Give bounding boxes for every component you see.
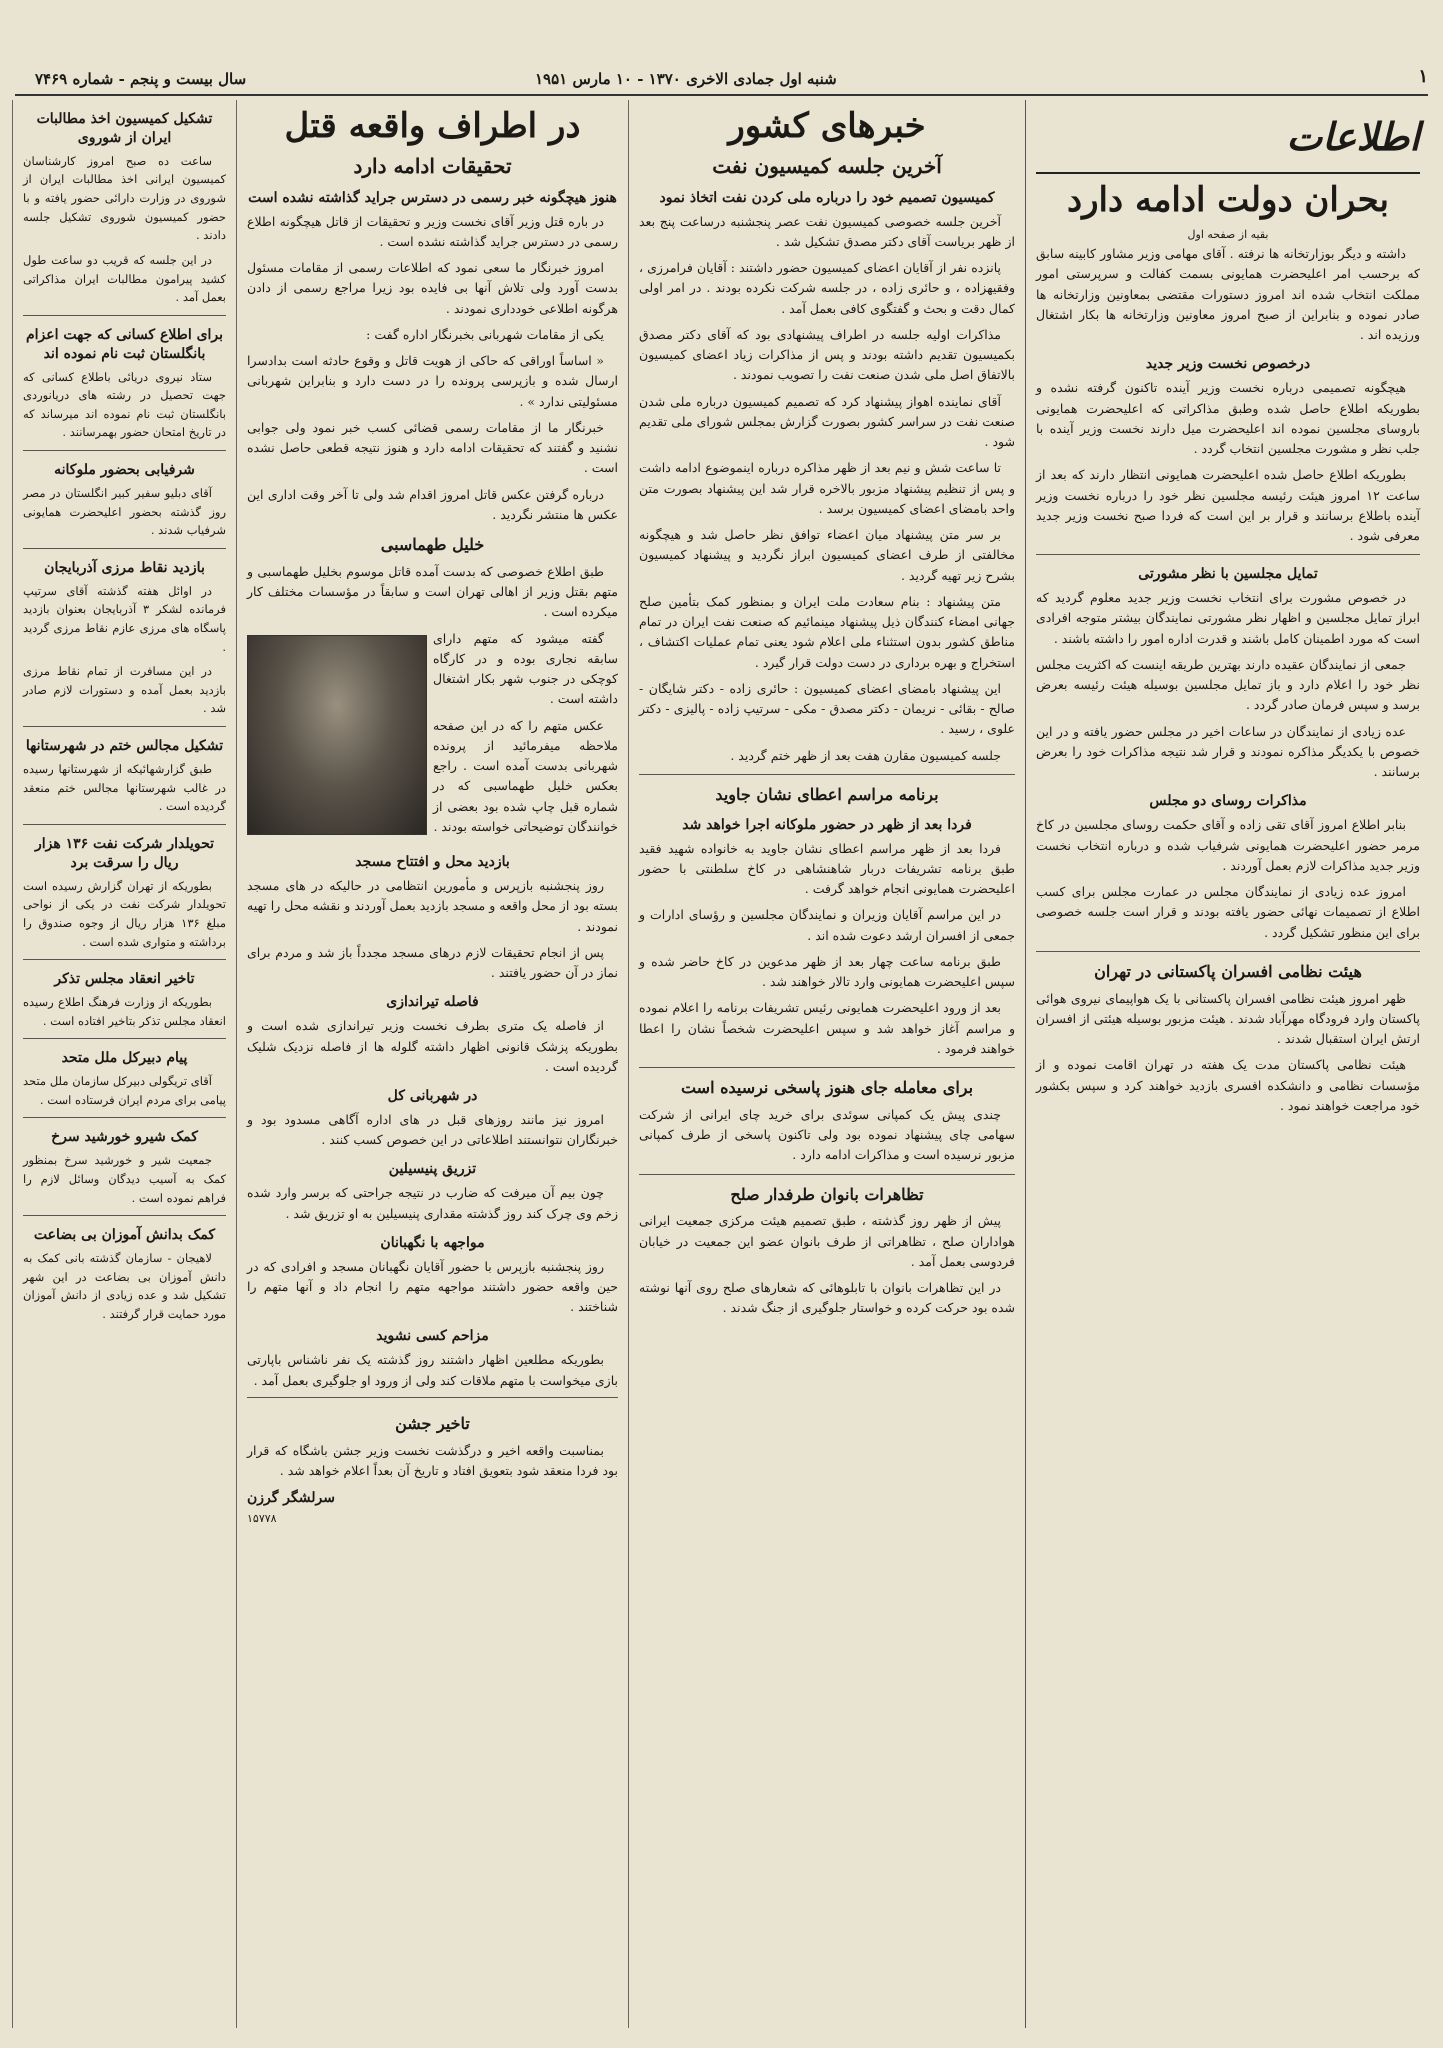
paragraph: ساعت ده صبح امروز کارشناسان کمیسیون ایرانی اخذ مطالبات ایران از شوروی در وزارت دارائی حضور یافته و با حضور کمیسیون شوروی تشکیل جلسه دادند .	[23, 153, 226, 243]
page-number: ۱	[1418, 66, 1428, 87]
paragraph: عده زیادی از نمایندگان در ساعات اخیر در مجلس حضور یافته و در این خصوص با یکدیگر مذاکره نمودند و قرار شد نتیجه مذاکرات خود را بعرض برسانند .	[1036, 723, 1420, 780]
paragraph: آخرین جلسه خصوصی کمیسیون نفت عصر پنجشنبه درساعت پنج بعد از ظهر بریاست آقای دکتر مصدق تشکیل شد .	[639, 213, 1015, 249]
subheading: مزاحم کسی نشوید	[376, 1328, 489, 1345]
subheading: مذاکرات روسای دو مجلس	[1149, 793, 1307, 810]
paragraph: تا ساعت شش و نیم بعد از ظهر مذاکره درباره اینموضوع ادامه داشت و پس از تنظیم پیشنهاد مزبور بالاخره قرار شد این پیشنهاد بصورت متن واحد بامضای اعضای کمیسیون برسد .	[639, 460, 1015, 516]
reference-number: ۱۵۷۷۸	[247, 1511, 277, 1525]
paragraph: روز پنجشنبه بازپرس با حضور آقایان نگهبانان مسجد و افرادی که در حین واقعه حضور داشتند مواجهه متهم را انجام داد و آنها متهم را شناختند .	[247, 1258, 618, 1315]
subhead-oil-commission: آخرین جلسه کمیسیون نفت	[712, 153, 942, 178]
divider	[639, 774, 1015, 775]
paragraph: بطوریکه از تهران گزارش رسیده است تحویلدار شرکت نفت در یکی از نواحی مبلغ ۱۳۶ هزار ریال از وجوه صندوق را برداشته و متواری شده است .	[23, 878, 226, 949]
suspect-photo	[247, 635, 427, 835]
paragraph: بر سر متن پیشنهاد میان اعضاء توافق نظر حاصل شد و هیچگونه مخالفتی از طرف اعضای کمیسیون ابراز نگردید و پیشنهاد کمیسیون بشرح زیر تهیه گردید .	[639, 527, 1015, 583]
brief-heading: کمک شیرو خورشید سرخ	[51, 1129, 198, 1146]
brief-heading: تحویلدار شرکت نفت ۱۳۶ هزار ریال را سرقت برد	[34, 835, 215, 871]
headline-assassination: در اطراف واقعه قتل	[284, 106, 581, 146]
brief-heading: پیام دبیرکل ملل متحد	[61, 1050, 188, 1067]
paragraph: درباره گرفتن عکس قاتل امروز اقدام شد ولی تا آخر وقت اداری این عکس ها منتشر نگردید .	[247, 486, 618, 522]
paragraph: امروز نیز مانند روزهای قبل در های اداره آگاهی مسدود بود و خبرنگاران نتوانستند اطلاعاتی در این خصوص کسب کنند .	[247, 1111, 618, 1148]
paragraph: در این مراسم آقایان وزیران و نمایندگان مجلسین و رؤسای ادارات و جمعی از افسران ارشد دعوت شده اند .	[639, 907, 1015, 943]
paragraph: جلسه کمیسیون مقارن هفت بعد از ظهر ختم گردید .	[730, 747, 1001, 763]
lead-line: فردا بعد از ظهر در حضور ملوکانه اجرا خواهد شد	[682, 816, 972, 833]
paragraph: هیچگونه تصمیمی درباره نخست وزیر آینده تاکنون گرفته نشده و بطوریکه اطلاع حاصل شده وطبق مذاکراتی که اعلیحضرت همایونی باروسای مجلسین نموده اند اعلیحضرت میل دارند نخست وزیر آینده با جلب نظر و مشورت مجلسین انتخاب گردد .	[1036, 380, 1420, 457]
column-assassination	[236, 100, 628, 2028]
divider	[23, 1038, 226, 1039]
paragraph: فردا بعد از ظهر مراسم اعطای نشان جاوید به خانواده شهید فقید طبق برنامه تشریفات دربار شاهنشاهی در کاخ سلطنتی با حضور اعلیحضرت همایونی انجام خواهد گرفت .	[639, 840, 1015, 897]
paragraph: متن پیشنهاد : بنام سعادت ملت ایران و بمنظور کمک بتأمین صلح جهانی امضاء کنندگان ذیل پیشنهاد مینمائیم که صنعت نفت ایران در تمام مناطق کشور بدون استثناء ملی اعلام شود یعنی تمام عملیات اکتشاف ، استخراج و بهره برداری در دست دولت قرار گیرد .	[639, 593, 1015, 670]
brief-heading: برای اطلاع کسانی که جهت اعزام بانگلستان ثبت نام نموده اند	[25, 326, 224, 362]
paragraph: گفته میشود که متهم دارای سابقه نجاری بوده و در کارگاه کوچکی در جنوب شهر بکار اشتغال داشته است .	[433, 630, 618, 707]
date-line: شنبه اول جمادی الاخری ۱۳۷۰ - ۱۰ مارس ۱۹۵۱	[535, 70, 837, 88]
headline-ceremony: برنامه مراسم اعطای نشان جاوید	[715, 784, 939, 804]
brief-heading: بازدید نقاط مرزی آذربایجان	[44, 559, 205, 576]
paragraph: در این تظاهرات بانوان با تابلوهائی که شعارهای صلح روی آنها نوشته شده بود حرکت کرده و خواستار جلوگیری از جنگ شدند .	[639, 1280, 1015, 1316]
paragraph: جمعی از نمایندگان عقیده دارند بهترین طریقه اینست که اکثریت مجلس نظر خود را اعلام دارد و باز تمایل مجلسین بوسیله هیئت رئیسه بعرض برسد و سپس فرمان صادر گردد .	[1036, 656, 1420, 713]
brief-heading: تاخیر انعقاد مجلس تذکر	[54, 971, 195, 988]
brief-heading: کمک بدانش آموزان بی بضاعت	[33, 1227, 216, 1244]
paragraph: بنابر اطلاع امروز آقای تقی زاده و آقای حکمت روسای مجلسین در کاخ مرمر حضور اعلیحضرت همایونی شرفیاب شده و درباره انتخاب نخست وزیر جدید مذاکرات لازم بعمل آوردند .	[1036, 817, 1420, 873]
divider	[23, 726, 226, 727]
paragraph: چندی پیش یک کمپانی سوئدی برای خرید چای ایرانی از شرکت سهامی چای پیشنهاد نموده بود ولی تاکنون پاسخی از طرف کمپانی مزبور نرسیده است و مذاکرات ادامه دارد .	[639, 1106, 1015, 1163]
notice-box	[247, 1397, 618, 1528]
headline-tea-deal: برای معامله جای هنوز پاسخی نرسیده است	[680, 1078, 974, 1098]
masthead	[15, 60, 1428, 96]
paper-name: اطلاعات	[1036, 100, 1420, 174]
divider	[639, 1067, 1015, 1068]
divider	[639, 1174, 1015, 1175]
paragraph: جمعیت شیر و خورشید سرخ بمنظور کمک به آسیب دیدگان وسائل لازم را فراهم نموده است .	[23, 1153, 226, 1205]
paragraph: آقای نماینده اهواز پیشنهاد کرد که تصمیم کمیسیون درباره ملی شدن صنعت نفت در سراسر کشور بصورت گزارش بمجلس شورای ملی تقدیم شود .	[639, 393, 1015, 450]
paragraph: روز پنجشنبه بازپرس و مأمورین انتظامی در حالیکه در های مسجد بسته بود از محل واقعه و مسجد بازدید بعمل آوردند و نقشه محل را تهیه نمودند .	[247, 878, 618, 934]
divider	[23, 959, 226, 960]
paragraph: در خصوص مشورت برای انتخاب نخست وزیر جدید معلوم گردید که ابراز تمایل مجلسین و اظهار نظر مشورتی نمایندگان بیشتر متوجه افرادی است که مورد اطمینان کامل باشند و قدرت اداره امور را داشته باشند .	[1036, 590, 1420, 646]
subheading: مواجهه با نگهبانان	[380, 1234, 485, 1251]
divider	[23, 1215, 226, 1216]
divider	[23, 450, 226, 451]
divider	[1036, 554, 1420, 555]
lead-line: هنوز هیچگونه خبر رسمی در دسترس جراید گذاشته نشده است	[248, 189, 617, 206]
paragraph: خبرنگار ما از مقامات رسمی قضائی کسب خبر نمود ولی جوابی نشنید و گفتند که تحقیقات ادامه دارد و هنوز نتیجه قطعی حاصل نشده است .	[247, 419, 618, 476]
paragraph: یکی از مقامات شهربانی بخبرنگار اداره گفت :	[366, 326, 604, 342]
paragraph: مذاکرات اولیه جلسه در اطراف پیشنهادی بود که آقای دکتر مصدق بکمیسیون تقدیم داشته بودند و پس از مذاکرات زیاد اعضای کمیسیون بالاتفاق اصل ملی شدن صنعت نفت را تصویب نمودند .	[639, 326, 1015, 383]
divider	[23, 1117, 226, 1118]
paragraph: ستاد نیروی دریائی باطلاع کسانی که جهت تحصیل در رشته های دریانوردی بانگلستان ثبت نام نموده اند میرساند که در تاریخ امتحان حضور بهمرسانند .	[23, 369, 226, 440]
paragraph: طبق برنامه ساعت چهار بعد از ظهر مدعوین در کاخ حاضر شده و سپس اعلیحضرت همایونی وارد تالار خواهند شد .	[639, 953, 1015, 990]
paragraph: آقای تریگولی دبیرکل سازمان ملل متحد پیامی برای مردم ایران فرستاده است .	[23, 1074, 226, 1107]
paragraph: طبق گزارشهائیکه از شهرستانها رسیده در غالب شهرستانها مجالس ختم منعقد گردیده است .	[23, 761, 226, 814]
paragraph: در این جلسه که قریب دو ساعت طول کشید پیرامون مطالبات ایران مذاکراتی بعمل آمد .	[23, 252, 226, 305]
paragraph: بمناسبت واقعه اخیر و درگذشت نخست وزیر جشن باشگاه که قرار بود فردا منعقد شود بتعویق افتاد و تاریخ آن بعداً اعلام خواهد شد .	[247, 1442, 618, 1478]
divider	[23, 824, 226, 825]
divider	[23, 315, 226, 316]
paragraph: « اساساً اوراقی که حاکی از هویت قاتل و وقوع حادثه است بدادسرا ارسال شده و بازپرسی پرونده را در دست دارد و بنابراین شهربانی مسئولیتی ندارد » .	[247, 353, 618, 409]
paragraph: در اوائل هفته گذشته آقای سرتیپ فرمانده لشکر ۳ آذربایجان بعنوان بازدید پاسگاه های مرزی عازم نقاط مرزی گردید .	[23, 583, 227, 654]
paragraph: پانزده نفر از آقایان اعضای کمیسیون حضور داشتند : آقایان فرامرزی ، وفقیهزاده ، و حائری زاده ، در جلسه شرکت نکرده بودند . در امر اولی کمال دقت و بحث و گفتگوی کافی بعمل آمد .	[639, 260, 1015, 316]
paragraph: داشته و دیگر بوزارتخانه ها نرفته . آقای مهامی وزیر مشاور کابینه سابق که برحسب امر اعلیحضرت همایونی بسمت کفالت و سرپرستی امور مملکت انتخاب شده اند امروز دستورات مقتضی بمعاونین وزارتخانه ها صادر نموده و بنابراین از صبح امروز معاونین وزارتخانه ها بکار اشتغال ورزیده اند .	[1036, 246, 1420, 343]
subheading-khalil: خلیل طهماسبی	[380, 535, 485, 555]
paragraph: از فاصله یک متری بطرف نخست وزیر تیراندازی شده است و بطوریکه پزشک قانونی اظهار داشته گلوله ها از فاصله نزدیک شلیک گردیده است .	[247, 1018, 618, 1074]
paragraph: در این مسافرت از تمام نقاط مرزی بازدید بعمل آمده و دستورات لازم صادر شد .	[23, 664, 226, 716]
paragraph: بعد از ورود اعلیحضرت همایونی رئیس تشریفات برنامه را اعلام نموده و مراسم آغاز خواهد شد و سپس اعلیحضرت شخصاً نشان را اعطا خواهند فرمود .	[639, 1000, 1015, 1056]
paragraph: پیش از ظهر روز گذشته ، طبق تصمیم هیئت مرکزی جمعیت ایرانی هواداران صلح ، تظاهراتی از طرف بانوان عضو این جمعیت در خیابان فردوسی بعمل آمد .	[639, 1213, 1015, 1269]
subheading: بازدید محل و افتتاح مسجد	[355, 854, 510, 871]
headline-celebration: تاخیر جشن	[395, 1413, 470, 1433]
headline-country-news: خبرهای کشور	[728, 106, 926, 146]
paragraph: در باره قتل وزیر آقای نخست وزیر و تحقیقات از قاتل هیچگونه اطلاع رسمی در دسترس جراید گذاشته نشده است .	[247, 213, 618, 249]
paragraph: چون بیم آن میرفت که ضارب در نتیجه جراحتی که برسر وارد شده زخم وی چرک کند روز گذشته مقداری پنیسیلین به او تزریق شد .	[247, 1185, 618, 1221]
subheading: درخصوص نخست وزیر جدید	[1145, 356, 1311, 373]
subheading: در شهربانی کل	[387, 1088, 478, 1105]
paragraph: هیئت نظامی پاکستان مدت یک هفته در تهران اقامت نموده و از مؤسسات نظامی و دانشکده افسری بازدید خواهند کرد و سپس بکشور خود مراجعت خواهند نمود .	[1036, 1057, 1420, 1113]
brief-heading: تشکیل کمیسیون اخذ مطالبات ایران از شوروی	[36, 111, 213, 146]
paragraph: پس از انجام تحقیقات لازم درهای مسجد مجدداً باز شد و مردم برای نماز در آن حضور یافتند .	[247, 944, 618, 981]
subheading: تمایل مجلسین با نظر مشورتی	[1138, 566, 1318, 583]
paragraph: لاهیجان - سازمان گذشته بانی کمک به دانش آموزان بی بضاعت در این شهر تشکیل شد و عده زیادی از دانش آموزان مورد حمایت قرار گرفتند .	[23, 1251, 226, 1321]
headline-crisis: بحران دولت ادامه دارد	[1066, 179, 1390, 220]
paragraph: طبق اطلاع خصوصی که بدست آمده قاتل موسوم بخلیل طهماسبی و متهم بقتل وزیر از اهالی تهران است و سابقاً در مؤسسات مختلف کار میکرده است .	[247, 563, 618, 620]
subheading: تزریق پنیسیلین	[388, 1161, 477, 1178]
paragraph: بطوریکه از وزارت فرهنگ اطلاع رسیده انعقاد مجلس تذکر بتاخیر افتاده است .	[23, 995, 226, 1028]
paragraph: امروز عده زیادی از نمایندگان مجلس در عمارت مجلس برای کسب اطلاع از تصمیمات نهائی حضور یافته بودند و قرار است جلسه خصوصی برای این منظور تشکیل گردد .	[1036, 884, 1420, 940]
signature: سرلشگر گرزن	[247, 1490, 335, 1507]
brief-heading: تشکیل مجالس ختم در شهرستانها	[25, 738, 224, 755]
issue-line: سال بیست و پنجم - شماره ۷۴۶۹	[35, 70, 247, 88]
headline-pakistan-mission: هیئت نظامی افسران پاکستانی در تهران	[1094, 961, 1362, 981]
paragraph: بطوریکه مطلعین اظهار داشتند روز گذشته یک نفر ناشناس باپارتی بازی میخواست با متهم ملاقات کند ولی از ورود او جلوگیری بعمل آمد .	[247, 1352, 618, 1388]
column-left-briefs	[12, 100, 236, 2028]
lead-line: کمیسیون تصمیم خود را درباره ملی کردن نفت اتخاذ نمود	[659, 189, 995, 206]
paragraph: بطوریکه اطلاع حاصل شده اعلیحضرت همایونی انتظار دارند که بعد از ساعت ۱۲ امروز هیئت رئیسه مجلسین نظر خود را درباره نخست وزیر آینده باطلاع برسانند و قرار بر این است که فردا صبح نخست وزیر جدید معرفی شود .	[1036, 467, 1420, 544]
continued-note: بقیه از صفحه اول	[1187, 228, 1269, 242]
paragraph: عکس متهم را که در این صفحه ملاحظه میفرمائید از پرونده شهربانی بدست آمده است . راجع بعکس خلیل طهماسبی که در شماره قبل چاپ شده بود بعضی از خوانندگان توضیحاتی خواسته بودند .	[433, 717, 618, 834]
divider	[1036, 951, 1420, 952]
brief-heading: شرفیابی بحضور ملوکانه	[54, 462, 195, 479]
paragraph: ظهر امروز هیئت نظامی افسران پاکستانی با یک هواپیمای نیروی هوائی پاکستان وارد فرودگاه مهرآباد شدند . هیئت مزبور بوسیله هیئتی از افسران ارتش ایران استقبال شدند .	[1036, 990, 1420, 1047]
headline-women-peace: تظاهرات بانوان طرفدار صلح	[730, 1184, 924, 1204]
subheading: فاصله تیراندازی	[386, 994, 479, 1011]
divider	[23, 548, 226, 549]
paragraph: امروز خبرنگار ما سعی نمود که اطلاعات رسمی از مقامات مسئول بدست آورد ولی تلاش آنها بی فایده بود زیرا مراجع رسمی از دادن هرگونه اطلاعی خودداری نمودند .	[247, 260, 618, 316]
subhead-investigation: تحقیقات ادامه دارد	[353, 153, 512, 178]
column-right	[1025, 100, 1430, 2028]
paragraph: آقای دبلیو سفیر کبیر انگلستان در مصر روز گذشته بحضور اعلیحضرت همایونی شرفیاب شدند .	[23, 485, 226, 538]
paragraph: این پیشنهاد بامضای اعضای کمیسیون : حائری زاده - دکتر شایگان - صالح - بقائی - نریمان - دکتر مصدق - مکی - سرتیپ زاده - پالیزی - دکتر علوی ، رسید .	[639, 680, 1015, 737]
column-country-news	[628, 100, 1025, 2028]
